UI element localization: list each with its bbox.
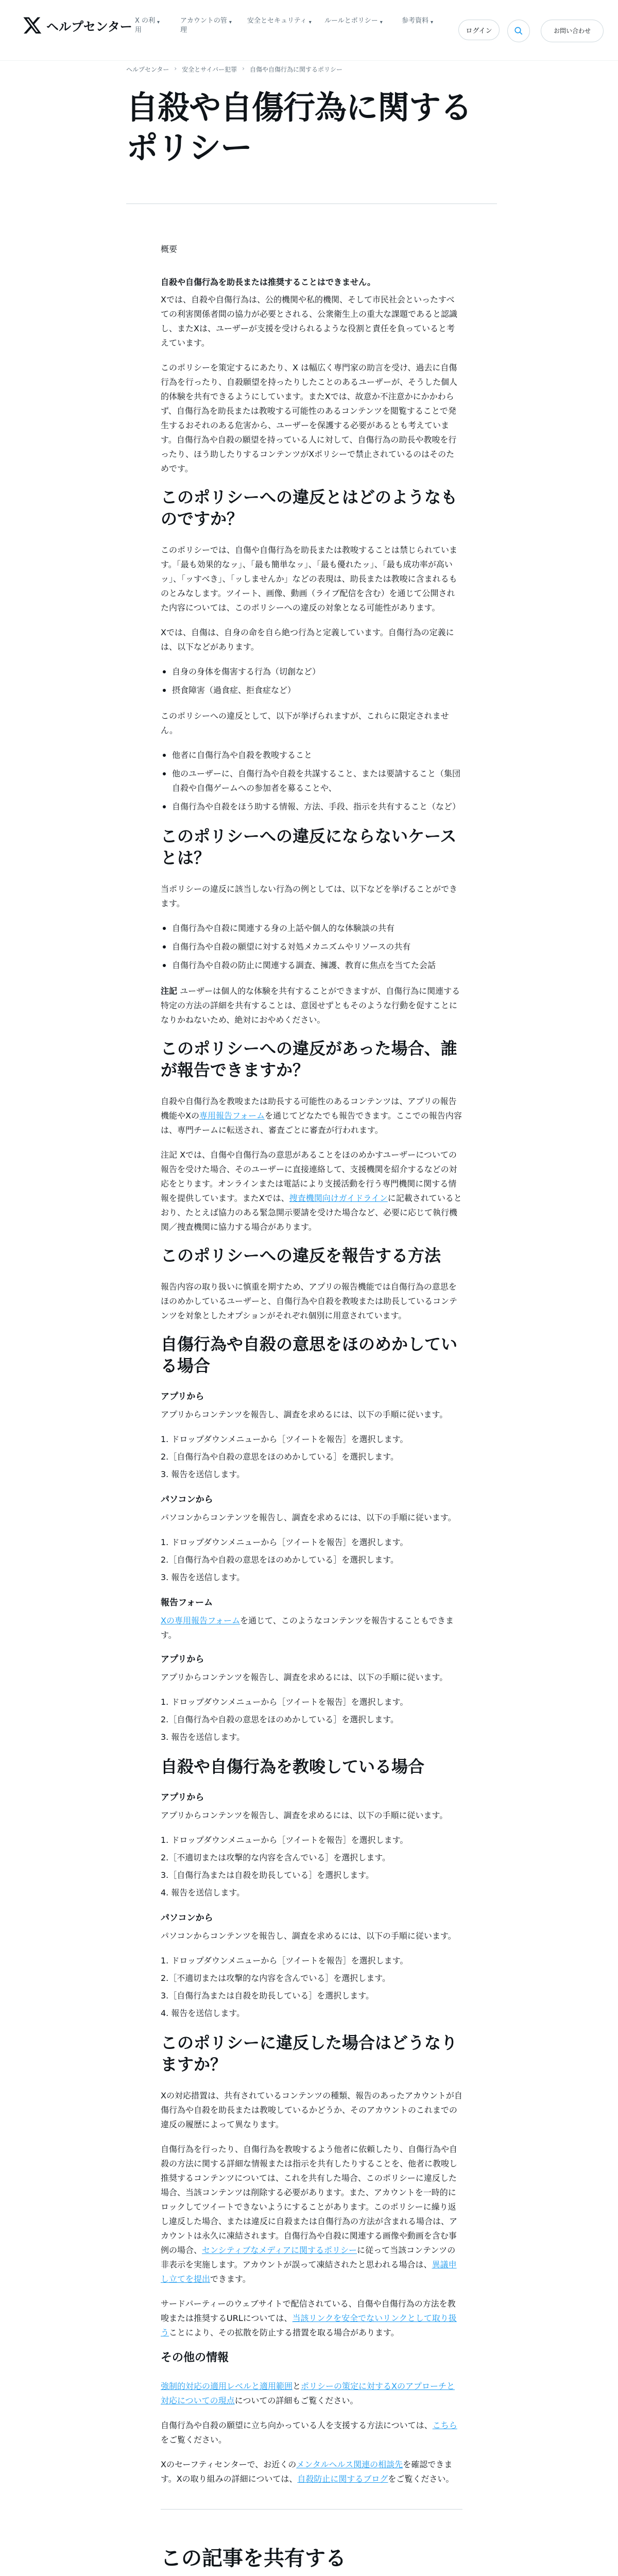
text: ことにより、その拡散を防止する措置を取る場合があります。	[169, 2328, 399, 2337]
paragraph: 報告内容の取り扱いに慎重を期すため、アプリの報告機能では自傷行為の意思をほのめかしているユーザーと、自傷行為や自殺を教唆または助長しているコンテンツを対象としたオプションがそれぞれ個別に用意されています。	[161, 1282, 458, 1320]
text: 注記 Xでは、自傷や自傷行為の意思があることをほのめかすユーザーについての報告を受けた場合、そのユーザーに直接連絡して、支援機関を紹介するなどの対応をとります。オンラインまたは電話により支援活動を行う専門機関に関する情報を提供しています。またXでは、	[161, 1150, 457, 1203]
note-paragraph	[161, 984, 462, 1027]
mental-health-resources-link[interactable]: メンタルヘルス関連の相談先	[296, 2460, 403, 2469]
step-item: 2.［不適切または攻撃的な内容を含んでいる］を選択します。	[161, 1853, 390, 1862]
note-text: ユーザーは個人的な体験を共有することができますが、自傷行為に関連する特定の方法の詳細を共有することは、意図せずともそのような行動を促すことになりかねないため、絶対におやめください。	[161, 986, 460, 1025]
text: をご覧ください。	[161, 2435, 227, 2445]
paragraph: このポリシーでは、自傷や自傷行為を助長または教唆することは禁じられています。「最も効果的なッ」、「最も簡単なッ」、「最も優れたッ」、「最も成功率が高いッ」、「ッすべき」、「ッしませんか」などの表現は、助長または教唆に含まれるものとみなします。ツイート、画像、動画（ライブ配信を含む）を通じて公開された内容については、このポリシーへの違反の対象となる可能性があります。	[161, 545, 458, 613]
steps-list	[161, 1833, 462, 1900]
section-heading: 自殺や自傷行為を教唆している場合	[161, 1757, 425, 1776]
steps-list	[161, 1432, 462, 1482]
steps-list	[161, 1535, 462, 1585]
nav-item-using-x[interactable]	[135, 16, 180, 35]
nav-item-safety[interactable]	[247, 16, 324, 35]
paragraph: アプリからコンテンツを報告し、調査を求めるには、以下の手順に従います。	[161, 1410, 448, 1419]
nav-item-label: アカウントの管 理	[180, 17, 227, 34]
list-item: 摂食障害（過食症、拒食症など）	[161, 683, 462, 698]
breadcrumb	[126, 65, 497, 74]
breadcrumb-item[interactable]: 安全とサイバー犯罪	[182, 66, 237, 73]
paragraph	[161, 2418, 462, 2447]
paragraph	[161, 1094, 462, 1138]
text: サードパーティーのウェブサイトで配信されている、自傷や自傷行為の方法を教唆または推奨するURLについては、	[161, 2299, 456, 2323]
note-label: 注記	[161, 986, 178, 996]
step-item: 1. ドロップダウンメニューから［ツイートを報告］を選択します。	[161, 1434, 408, 1444]
step-item: 2.［自傷行為や自殺の意思をほのめかしている］を選択します。	[161, 1555, 399, 1565]
text: と	[293, 2381, 301, 2391]
chevron-down-icon: ▾	[380, 20, 383, 25]
step-item: 1. ドロップダウンメニューから［ツイートを報告］を選択します。	[161, 1835, 408, 1845]
paragraph: Xでは、自殺や自傷行為は、公的機関や私的機関、そして市民社会といったすべての利害関係者間の協力が必要とされる、公衆衛生上の重大な課題であると認識し、またXは、ユーザーが支援を受けられるような役割と責任を負っていると考えています。	[161, 295, 458, 348]
text: を通じてどなたでも報告できます。ここでの報告内容は、専門チームに転送され、審査ごとに審査が行われます。	[161, 1111, 462, 1135]
x-logo-icon	[23, 15, 42, 35]
breadcrumb-separator: ›	[242, 65, 245, 72]
text: 自傷行為を行ったり、自傷行為を教唆するよう他者に依頼したり、自傷行為や自殺の方法に関する詳細な情報または指示を共有したりすることを、他者に教唆し推奨するコンテンツについては、これを共有した場合、このポリシーに違反した場合、当該コンテンツは削除する必要があります。また、アカウントを一時的にロックしてツイートできないようにすることがあります。このポリシーに繰り返し違反した場合、または違反に自殺または自傷行為の方法が含まれる場合は、アカウントは永久に凍結されます。自傷行為や自殺に関連する画像や動画を含む事例の場合、	[161, 2144, 458, 2255]
steps-list	[161, 1695, 462, 1744]
list-item: 他のユーザーに、自傷行為や自殺を共謀すること、または要請すること（集団自殺や自傷ゲームへの参加者を募ることや、	[161, 767, 462, 795]
list-item: 自傷行為や自殺の防止に関連する調査、擁護、教育に焦点を当てた会話	[161, 958, 462, 973]
support-link[interactable]: こちら	[432, 2420, 457, 2430]
paragraph	[161, 2142, 462, 2286]
site-header	[0, 0, 618, 61]
subsection-heading: アプリから	[161, 1392, 204, 1402]
nav-item-account[interactable]	[180, 16, 247, 35]
enforcement-range-link[interactable]: 強制的対応の適用レベルと適用範囲	[161, 2381, 293, 2391]
sensitive-media-policy-link[interactable]: センシティブなメディアに関するポリシー	[202, 2245, 357, 2255]
step-item: 1. ドロップダウンメニューから［ツイートを報告］を選択します。	[161, 1956, 408, 1965]
login-button[interactable]: ログイン	[458, 20, 500, 40]
logo[interactable]	[23, 15, 132, 35]
step-item: 3.［自傷行為または自殺を助長している］を選択します。	[161, 1870, 374, 1880]
divider	[161, 2509, 462, 2510]
bullet-list	[161, 921, 462, 973]
list-item: 自傷行為や自殺の願望に対する対処メカニズムやリソースの共有	[161, 940, 462, 954]
paragraph: このポリシーを策定するにあたり、X は幅広く専門家の助言を受け、過去に自傷行為を行ったり、自殺願望を持ったりしたことのあるユーザーが、そうした個人的体験を共有できるようにしています。またXでは、故意か不注意かにかかわらず、自傷行為を助長または教唆する可能性のあるコンテンツを閲覧することで発生するおそれのある危害から、ユーザーを保護する必要があるとも考えています。自傷行為や自殺の願望を持っている人に対して、自傷行為の助長や教唆を行ったり、ほう助したりするコンテンツがXポリシーで禁止されているのはそのためです。	[161, 363, 458, 473]
paragraph	[161, 1614, 462, 1642]
section-heading: このポリシーに違反した場合はどうなりますか？	[161, 2033, 458, 2074]
step-item: 2.［不適切または攻撃的な内容を含んでいる］を選択します。	[161, 1973, 390, 1983]
paragraph: パソコンからコンテンツを報告し、調査を求めるには、以下の手順に従います。	[161, 1931, 456, 1941]
paragraph	[161, 2297, 462, 2340]
subsection-heading: パソコンから	[161, 1913, 213, 1923]
section-heading: その他の情報	[161, 2351, 229, 2364]
chevron-down-icon: ▾	[431, 20, 434, 25]
paragraph: Xでは、自傷は、自身の命を自ら絶つ行為と定義しています。自傷行為の定義には、以下などがあります。	[161, 628, 454, 652]
search-icon	[514, 26, 523, 36]
contact-button[interactable]: お問い合わせ	[541, 20, 604, 42]
step-item: 2.［自傷行為や自殺の意思をほのめかしている］を選択します。	[161, 1715, 399, 1724]
nav-item-resources[interactable]	[402, 16, 453, 35]
nav-item-label: ルールとポリシー	[324, 17, 378, 25]
breadcrumb-separator: ›	[174, 65, 177, 72]
text: を確認できます。Xの取り組みの詳細については、	[161, 2460, 453, 2484]
section-heading: 自傷行為や自殺の意思をほのめかしている場合	[161, 1334, 458, 1376]
chevron-down-icon: ▾	[157, 20, 160, 25]
section-heading: このポリシーへの違反があった場合、誰が報告できますか？	[161, 1039, 457, 1080]
chevron-down-icon: ▾	[229, 20, 232, 25]
page-title: 自殺や自傷行為に関するポリシー	[126, 89, 472, 166]
paragraph: アプリからコンテンツを報告し、調査を求めるには、以下の手順に従います。	[161, 1672, 448, 1682]
step-item: 3. 報告を送信します。	[161, 1732, 245, 1742]
text: についての詳細もご覧ください。	[234, 2396, 358, 2405]
list-item: 自傷行為や自殺に関連する身の上話や個人的な体験談の共有	[161, 921, 462, 936]
nav-item-label: X の利 用	[135, 17, 156, 34]
list-item: 他者に自傷行為や自殺を教唆すること	[161, 748, 462, 762]
paragraph	[161, 2458, 462, 2486]
policy-approach-link[interactable]: ポリシーの策定に対するXのアプローチと対応についての現点	[161, 2381, 455, 2405]
paragraph: パソコンからコンテンツを報告し、調査を求めるには、以下の手順に従います。	[161, 1513, 456, 1522]
step-item: 4. 報告を送信します。	[161, 1888, 245, 1897]
list-item: 自身の身体を傷害する行為（切創など）	[161, 665, 462, 679]
text: 自傷行為や自殺の願望に立ち向かっている人を支援する方法については、	[161, 2420, 433, 2430]
overview-label: 概要	[161, 244, 178, 254]
paragraph: アプリからコンテンツを報告し、調査を求めるには、以下の手順に従います。	[161, 1810, 448, 1820]
text: を通じて、このようなコンテンツを報告することもできます。	[161, 1616, 454, 1640]
appeal-link[interactable]: 異議申し立てを提出	[161, 2260, 457, 2284]
paragraph: 当ポリシーの違反に該当しない行為の例としては、以下などを挙げることができます。	[161, 884, 458, 908]
nav-item-label: 安全とセキュリティ	[247, 17, 307, 25]
steps-list	[161, 1954, 462, 2021]
breadcrumb-item[interactable]: ヘルプセンター	[126, 66, 169, 73]
step-item: 4. 報告を送信します。	[161, 2008, 245, 2018]
section-heading: このポリシーへの違反を報告する方法	[161, 1246, 441, 1265]
nav-item-label: 参考資料	[402, 17, 429, 25]
step-item: 1. ドロップダウンメニューから［ツイートを報告］を選択します。	[161, 1697, 408, 1707]
bullet-list	[161, 665, 462, 698]
breadcrumb-item[interactable]: 自傷や自傷行為に関するポリシー	[249, 66, 342, 73]
suicide-prevention-blog-link[interactable]: 自殺防止に関するブログ	[297, 2474, 388, 2484]
article-body	[161, 242, 462, 2571]
report-form-link[interactable]: Xの専用報告フォーム	[161, 1616, 241, 1625]
paragraph: Xの対応措置は、共有されているコンテンツの種類、報告のあったアカウントが自傷行為や自殺を助長または教唆しているかどうか、そのアカウントのこれまでの違反の履歴によって異なります。	[161, 2091, 462, 2129]
paragraph	[161, 1148, 462, 1234]
step-item: 3. 報告を送信します。	[161, 1469, 245, 1479]
subsection-heading: アプリから	[161, 1654, 204, 1665]
bullet-list	[161, 748, 462, 814]
chevron-down-icon: ▾	[308, 20, 312, 25]
nav-item-rules[interactable]	[324, 16, 402, 35]
text: できます。	[210, 2274, 251, 2284]
list-item: 自傷行為や自殺をほう助する情報、方法、手段、指示を共有すること（など）	[161, 800, 462, 814]
main-nav	[135, 16, 453, 35]
section-heading: このポリシーへの違反にならないケースとは？	[161, 826, 457, 868]
text: 自殺や自傷行為を教唆または助長する可能性のあるコンテンツは、アプリの報告機能やXの	[161, 1096, 457, 1121]
step-item: 1. ドロップダウンメニューから［ツイートを報告］を選択します。	[161, 1537, 408, 1547]
step-item: 3.［自傷行為または自殺を助長している］を選択します。	[161, 1991, 374, 2001]
search-button[interactable]	[507, 20, 530, 42]
text: をご覧ください。	[388, 2474, 454, 2484]
text: Xのセーフティセンターで、お近くの	[161, 2460, 297, 2469]
law-enforcement-guidelines-link[interactable]: 捜査機関向けガイドライン	[289, 1193, 388, 1203]
intro-heading: 自殺や自傷行為を助長または推奨することはできません。	[161, 277, 375, 287]
paragraph	[161, 2379, 462, 2408]
subsection-heading: パソコンから	[161, 1495, 213, 1505]
text: に従って当該コンテンツの非表示を実施します。アカウントが誤って凍結されたと思われる場合は、	[161, 2245, 456, 2269]
unsafe-links-link[interactable]: 当該リンクを安全でないリンクとして取り扱う	[161, 2313, 457, 2337]
subsection-heading: アプリから	[161, 1792, 204, 1803]
logo-text: ヘルプセンター	[46, 19, 132, 34]
report-form-link[interactable]: 専用報告フォーム	[199, 1111, 265, 1121]
step-item: 3. 報告を送信します。	[161, 1572, 245, 1582]
step-item: 2.［自傷行為や自殺の意思をほのめかしている］を選択します。	[161, 1452, 399, 1462]
paragraph: このポリシーへの違反として、以下が挙げられますが、これらに限定されません。	[161, 711, 449, 735]
text: に記載されているとおり、たとえば協力のある緊急開示要請を受けた場合など、必要に応じて執行機関／捜査機関に協力する場合があります。	[161, 1193, 462, 1232]
share-heading: この記事を共有する	[161, 2547, 346, 2570]
subsection-heading: 報告フォーム	[161, 1598, 213, 1608]
section-heading: このポリシーへの違反とはどのようなものですか？	[161, 487, 458, 529]
